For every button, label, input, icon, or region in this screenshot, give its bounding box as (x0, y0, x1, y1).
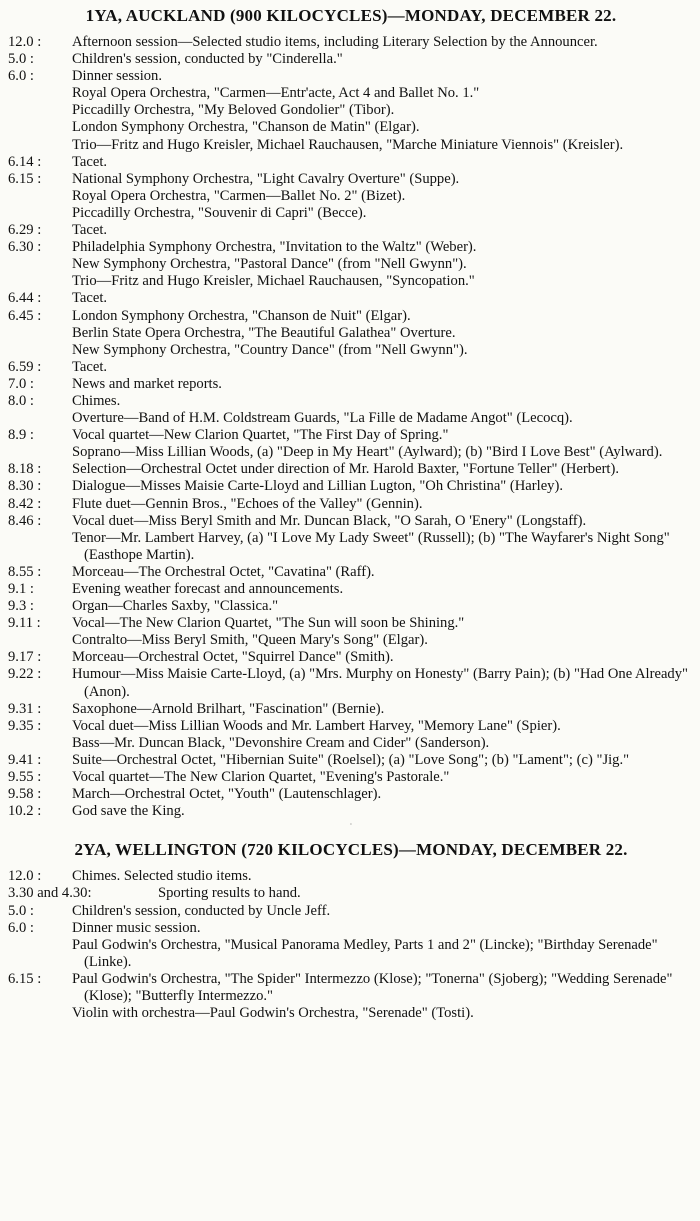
programme-entry (8, 920, 694, 971)
programme-entry (8, 308, 694, 359)
programme-entry (8, 581, 694, 598)
programme-item-text: Vocal quartet—New Clarion Quartet, "The First Day of Spring." (72, 427, 449, 444)
programme-item-text: Tacet. (72, 358, 108, 375)
time-label: 5.0 : (8, 51, 34, 68)
time-label: 3.30 and 4.30: (8, 885, 92, 902)
programme-entry (8, 666, 694, 700)
programme-item-text: Morceau—The Orchestral Octet, "Cavatina" (Raff). (72, 563, 375, 580)
programme-entry (8, 598, 694, 615)
time-label: 8.55 : (8, 563, 42, 580)
time-label: 6.14 : (8, 153, 42, 170)
programme-entry (8, 868, 694, 885)
programme-item-text: Trio—Fritz and Hugo Kreisler, Michael Rauchausen, "Marche Miniature Viennois" (Kreisler). (72, 136, 624, 153)
programme-item-text: Tacet. (72, 290, 108, 307)
programme-item-text: Humour—Miss Maisie Carte-Lloyd, (a) "Mrs. Murphy on Honesty" (Barry Pain); (b) "Had One Already" (Anon). (72, 666, 688, 700)
programme-item-text: Selection—Orchestral Octet under direction of Mr. Harold Baxter, "Fortune Teller" (Herbert). (72, 461, 619, 478)
programme-item-text: Tacet. (72, 153, 108, 170)
programme-item-text: Afternoon session—Selected studio items, including Literary Selection by the Announcer. (72, 34, 598, 50)
programme-item-text: Vocal—The New Clarion Quartet, "The Sun will soon be Shining." (72, 615, 465, 632)
time-label: 8.9 : (8, 427, 34, 444)
programme-item-text: National Symphony Orchestra, "Light Cavalry Overture" (Suppe). (72, 170, 460, 187)
programme-entry (8, 718, 694, 752)
programme-entry (8, 496, 694, 513)
time-label: 6.0 : (8, 68, 34, 85)
time-label: 9.11 : (8, 615, 41, 632)
time-label: 6.59 : (8, 358, 42, 375)
station-heading-1ya: 1YA, AUCKLAND (900 KILOCYCLES)—MONDAY, DECEMBER 22. (85, 6, 617, 25)
time-label: 6.15 : (8, 170, 42, 187)
time-label: 9.41 : (8, 751, 42, 768)
time-label: 9.35 : (8, 717, 42, 734)
programme-item-text: Chimes. Selected studio items. (72, 868, 252, 885)
programme-entry (8, 701, 694, 718)
programme-item-text: Berlin State Opera Orchestra, "The Beautiful Galathea" Overture. (72, 324, 456, 341)
programme-item-text: Violin with orchestra—Paul Godwin's Orchestra, "Serenade" (Tosti). (72, 1005, 474, 1022)
programme-item-text: Tacet. (72, 222, 108, 239)
programme-item-text: Evening weather forecast and announcements. (72, 581, 344, 597)
programme-item-text: Vocal duet—Miss Beryl Smith and Mr. Duncan Black, "O Sarah, O 'Enery" (Longstaff). (72, 512, 587, 529)
programme-item-text: Piccadilly Orchestra, "Souvenir di Capri" (Becce). (72, 204, 367, 221)
programme-entry (8, 239, 694, 290)
programme-item-text: Trio—Fritz and Hugo Kreisler, Michael Rauchausen, "Syncopation." (72, 273, 475, 290)
programme-entry (8, 885, 694, 902)
time-label: 12.0 : (8, 34, 42, 50)
programme-item-text: Suite—Orchestral Octet, "Hibernian Suite" (Roelsel); (a) "Love Song"; (b) "Lament"; (c) "Jig." (72, 751, 630, 768)
programme-item-text: Paul Godwin's Orchestra, "Musical Panorama Medley, Parts 1 and 2" (Lincke); "Birthday Serenade" (Linke). (72, 936, 658, 970)
time-label: 9.22 : (8, 666, 42, 683)
programme-item-text: Piccadilly Orchestra, "My Beloved Gondolier" (Tibor). (72, 102, 395, 119)
programme-item-text: Philadelphia Symphony Orchestra, "Invitation to the Waltz" (Weber). (72, 239, 477, 256)
programme-item-text: Sporting results to hand. (158, 885, 301, 902)
programme-entry (8, 427, 694, 461)
programme-item-text: Royal Opera Orchestra, "Carmen—Ballet No. 2" (Bizet). (72, 187, 406, 204)
programme-item-text: Dialogue—Misses Maisie Carte-Lloyd and Lillian Lugton, "Oh Christina" (Harley). (72, 478, 563, 495)
time-label: 6.15 : (8, 970, 42, 987)
programme-item-text: Soprano—Miss Lillian Woods, (a) "Deep in My Heart" (Aylward); (b) "Bird I Love Best" (Aylward). (72, 444, 663, 461)
time-label: 6.0 : (8, 919, 34, 936)
programme-entry (8, 513, 694, 564)
programme-item-text: Tenor—Mr. Lambert Harvey, (a) "I Love My Lady Sweet" (Russell); (b) "The Wayfarer's Night Song" (Easthope Martin). (72, 529, 670, 563)
programme-item-text: Paul Godwin's Orchestra, "The Spider" Intermezzo (Klose); "Tonerna" (Sjoberg); "Wedding Serenade" (Klose); "Butterfly Intermezzo." (72, 970, 673, 1004)
programme-item-text: Dinner session. (72, 68, 162, 85)
time-label: 6.45 : (8, 307, 42, 324)
programme-item-text: Children's session, conducted by "Cinderella." (72, 51, 343, 68)
programme-entry (8, 393, 694, 427)
programme-entry (8, 68, 694, 153)
programme-entry (8, 971, 694, 1022)
programme-entry (8, 290, 694, 307)
programme-list-1ya (8, 34, 694, 820)
programme-entry (8, 769, 694, 786)
programme-list-2ya (8, 868, 694, 1022)
programme-item-text: Bass—Mr. Duncan Black, "Devonshire Cream and Cider" (Sanderson). (72, 734, 490, 751)
time-label: 8.0 : (8, 392, 34, 409)
programme-item-text: Royal Opera Orchestra, "Carmen—Entr'acte, Act 4 and Ballet No. 1." (72, 85, 480, 102)
programme-item-text: London Symphony Orchestra, "Chanson de Matin" (Elgar). (72, 119, 420, 136)
time-label: 8.42 : (8, 495, 42, 512)
programme-item-text: New Symphony Orchestra, "Country Dance" (from "Nell Gwynn"). (72, 341, 468, 358)
programme-entry (8, 51, 694, 68)
programme-entry (8, 376, 694, 393)
programme-entry (8, 222, 694, 239)
time-label: 9.31 : (8, 700, 42, 717)
time-label: 9.17 : (8, 649, 42, 666)
programme-entry (8, 903, 694, 920)
programme-entry (8, 154, 694, 171)
programme-entry (8, 564, 694, 581)
time-label: 9.3 : (8, 598, 34, 615)
programme-item-text: God save the King. (72, 803, 185, 820)
programme-item-text: London Symphony Orchestra, "Chanson de Nuit" (Elgar). (72, 307, 411, 324)
programme-item-text: Flute duet—Gennin Bros., "Echoes of the Valley" (Gennin). (72, 495, 423, 512)
programme-item-text: Overture—Band of H.M. Coldstream Guards, "La Fille de Madame Angot" (Lecocq). (72, 410, 573, 427)
programme-entry (8, 615, 694, 649)
programme-entry (8, 461, 694, 478)
time-label: 9.58 : (8, 786, 42, 803)
programme-item-text: Organ—Charles Saxby, "Classica." (72, 598, 279, 615)
programme-entry (8, 649, 694, 666)
separator-mark: · (349, 820, 353, 830)
programme-item-text: Saxophone—Arnold Brilhart, "Fascination" (Bernie). (72, 700, 385, 717)
programme-item-text: March—Orchestral Octet, "Youth" (Lautenschlager). (72, 786, 382, 803)
time-label: 7.0 : (8, 375, 34, 392)
programme-item-text: Morceau—Orchestral Octet, "Squirrel Dance" (Smith). (72, 649, 394, 666)
time-label: 8.30 : (8, 478, 42, 495)
programme-item-text: Vocal duet—Miss Lillian Woods and Mr. Lambert Harvey, "Memory Lane" (Spier). (72, 717, 561, 734)
programme-entry (8, 752, 694, 769)
programme-entry (8, 34, 694, 51)
time-label: 9.1 : (8, 581, 34, 597)
time-label: 6.30 : (8, 239, 42, 256)
time-label: 6.29 : (8, 222, 42, 239)
time-label: 8.46 : (8, 512, 42, 529)
programme-item-text: News and market reports. (72, 375, 222, 392)
programme-item-text: New Symphony Orchestra, "Pastoral Dance" (from "Nell Gwynn"). (72, 256, 467, 273)
programme-entry (8, 803, 694, 820)
programme-entry (8, 478, 694, 495)
programme-entry (8, 786, 694, 803)
time-label: 10.2 : (8, 803, 42, 820)
time-label: 6.44 : (8, 290, 42, 307)
time-label: 5.0 : (8, 902, 34, 919)
programme-entry (8, 171, 694, 222)
time-label: 8.18 : (8, 461, 42, 478)
time-label: 12.0 : (8, 868, 42, 885)
programme-entry (8, 359, 694, 376)
programme-item-text: Chimes. (72, 392, 121, 409)
programme-item-text: Children's session, conducted by Uncle Jeff. (72, 902, 331, 919)
station-heading-2ya: 2YA, WELLINGTON (720 KILOCYCLES)—MONDAY, DECEMBER 22. (74, 840, 628, 860)
programme-item-text: Dinner music session. (72, 919, 201, 936)
programme-item-text: Contralto—Miss Beryl Smith, "Queen Mary's Song" (Elgar). (72, 632, 428, 649)
programme-item-text: Vocal quartet—The New Clarion Quartet, "Evening's Pastorale." (72, 769, 450, 786)
time-label: 9.55 : (8, 769, 42, 786)
